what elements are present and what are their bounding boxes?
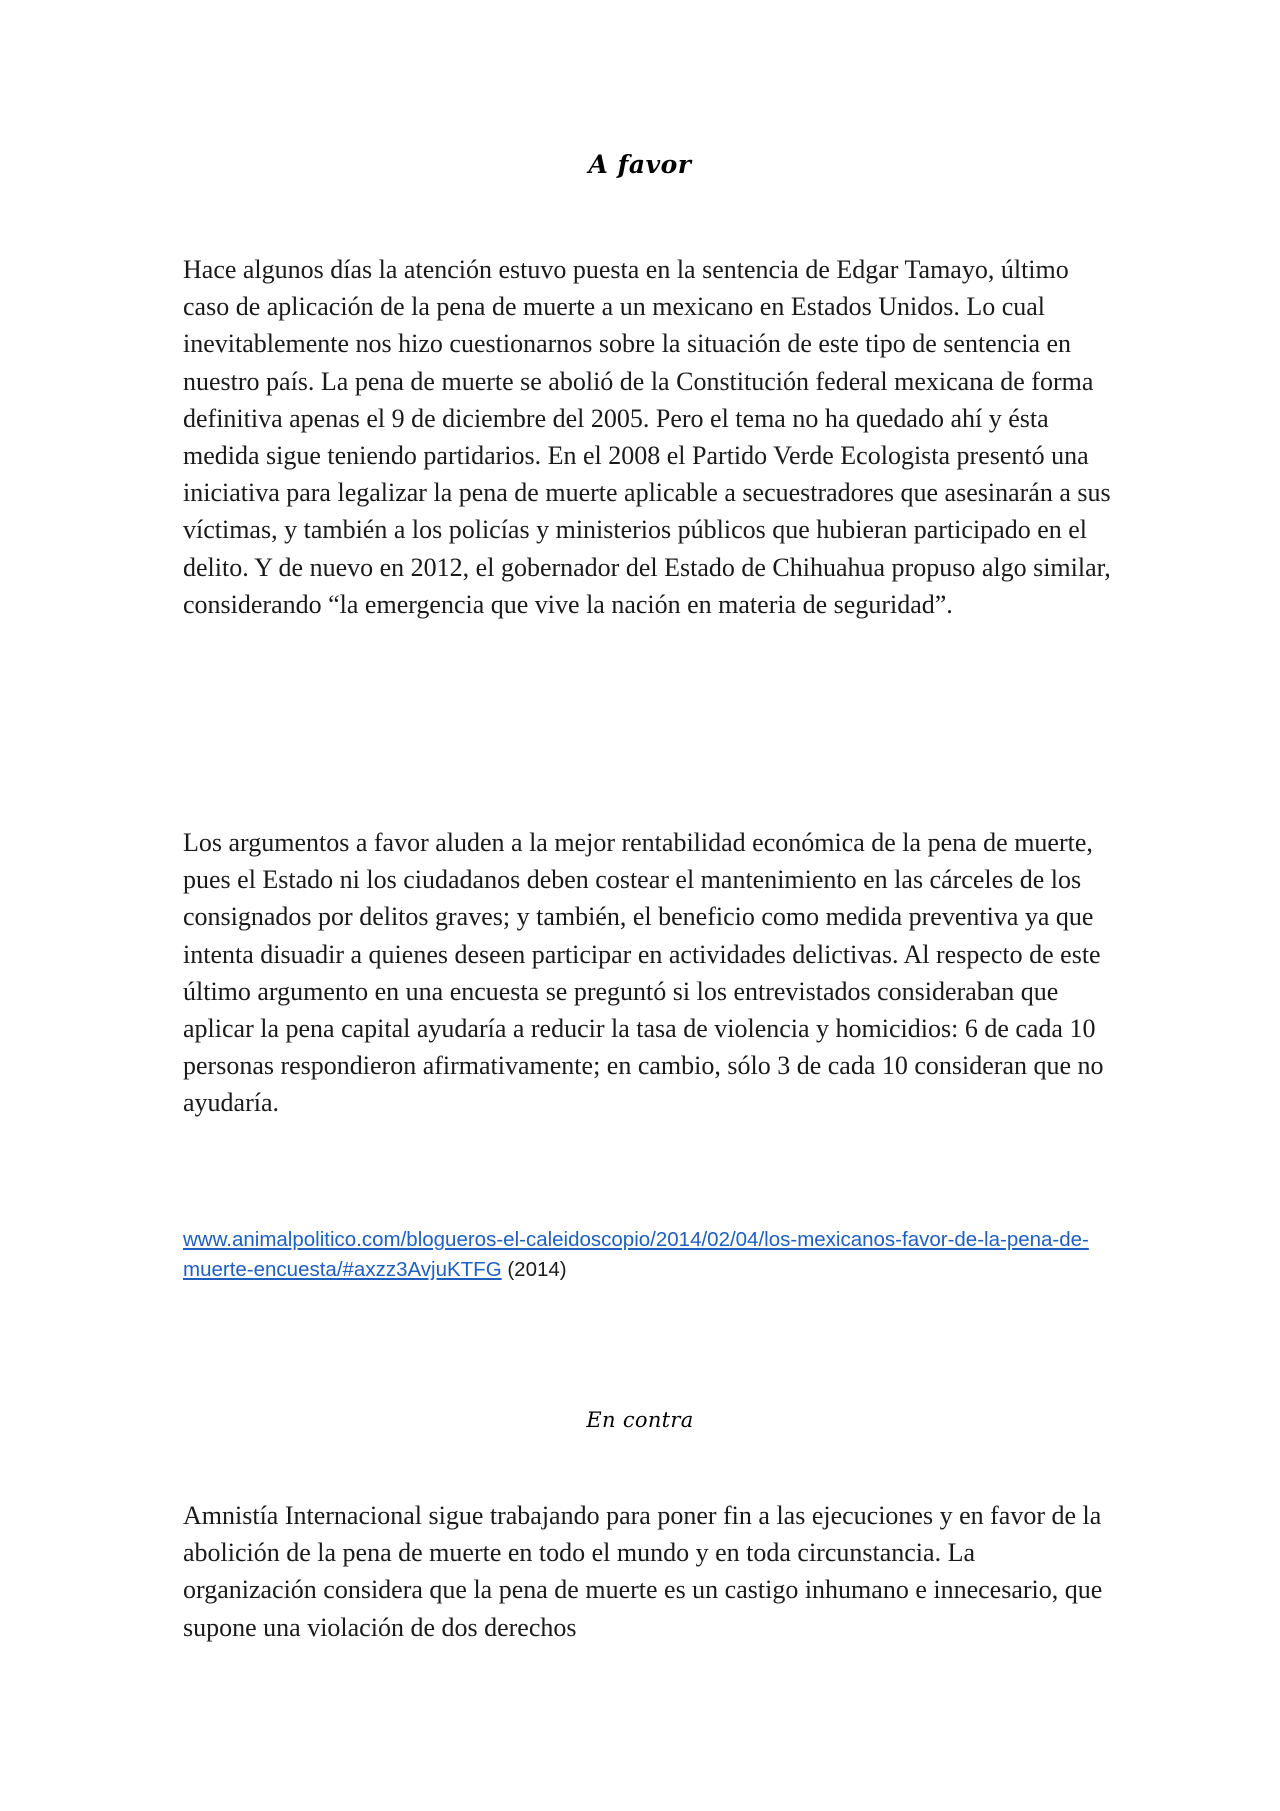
heading-en-contra: En contra: [586, 1408, 694, 1432]
paragraph-amnistia: Amnistía Internacional sigue trabajando para poner fin a las ejecuciones y en favor de la abolición de la pena de muerte en todo el mundo y en toda circunstancia. La organización considera que la pena de muerte es un castigo inhumano e innecesario, que supone una violación de dos derechos: [183, 1501, 1103, 1642]
heading-a-favor: A favor: [588, 150, 692, 179]
source-citation: [183, 1225, 1113, 1285]
paragraph-arguments-favor: Los argumentos a favor aluden a la mejor rentabilidad económica de la pena de muerte, pues el Estado ni los ciudadanos deben costear el mantenimiento en las cárceles de los consignados por delitos graves; y también, el beneficio como medida preventiva ya que intenta disuadir a quienes deseen participar en actividades delictivas. Al respecto de este último argumento en una encuesta se preguntó si los entrevistados consideraban que aplicar la pena capital ayudaría a reducir la tasa de violencia y homicidios: 6 de cada 10 personas respondieron afirmativamente; en cambio, sólo 3 de cada 10 consideran que no ayudaría.: [183, 828, 1104, 1118]
source-year: (2014): [501, 1258, 567, 1281]
paragraph-intro: Hace algunos días la atención estuvo puesta en la sentencia de Edgar Tamayo, último caso de aplicación de la pena de muerte a un mexicano en Estados Unidos. Lo cual inevitablemente nos hizo cuestionarnos sobre la situación de este tipo de sentencia en nuestro país. La pena de muerte se abolió de la Constitución federal mexicana de forma definitiva apenas el 9 de diciembre del 2005. Pero el tema no ha quedado ahí y ésta medida sigue teniendo partidarios. En el 2008 el Partido Verde Ecologista presentó una iniciativa para legalizar la pena de muerte aplicable a secuestradores que asesinarán a sus víctimas, y también a los policías y ministerios públicos que hubieran participado en el delito. Y de nuevo en 2012, el gobernador del Estado de Chihuahua propuso algo similar, considerando “la emergencia que vive la nación en materia de seguridad”.: [183, 255, 1111, 619]
source-link[interactable]: www.animalpolitico.com/blogueros-el-caleidoscopio/2014/02/04/los-mexicanos-favor-de-la-pena-de-muerte-encuesta/#axzz3AvjuKTFG: [183, 1228, 1089, 1281]
